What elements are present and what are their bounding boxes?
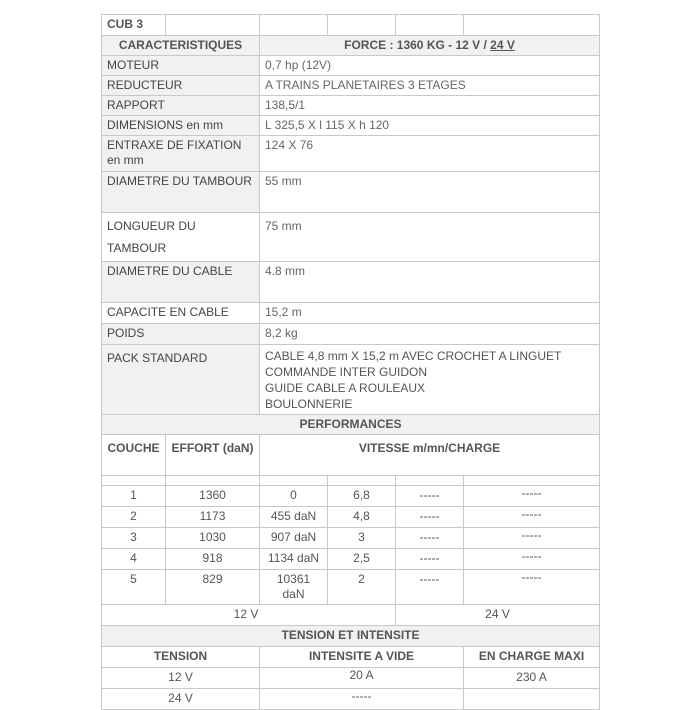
tension-cell: 12 V: [102, 668, 260, 689]
charge-maxi-cell: [464, 689, 600, 710]
spec-row: [102, 303, 600, 324]
intensite-vide-cell: 20 A: [260, 668, 464, 689]
spec-value: L 325,5 X l 115 X h 120: [260, 116, 600, 136]
couche-cell: 2: [102, 507, 166, 528]
tension-row: [102, 668, 600, 689]
charge-cell: 0: [260, 486, 328, 507]
col-intensite-vide: INTENSITE A VIDE: [260, 647, 464, 668]
spec-label: POIDS: [102, 324, 260, 345]
performance-row: [102, 486, 600, 507]
vitesse-dash-cell: -----: [464, 549, 600, 570]
spec-label: MOTEUR: [102, 56, 260, 76]
effort-cell: 1173: [166, 507, 260, 528]
spec-label: ENTRAXE DE FIXATION en mm: [102, 136, 260, 172]
spec-value: 4.8 mm: [260, 262, 600, 303]
effort-cell: 1360: [166, 486, 260, 507]
charge-cell: 907 daN: [260, 528, 328, 549]
spec-value: 75 mm: [260, 213, 600, 262]
spec-label: REDUCTEUR: [102, 76, 260, 96]
spec-value: 138,5/1: [260, 96, 600, 116]
couche-cell: 1: [102, 486, 166, 507]
couche-cell: 5: [102, 570, 166, 605]
pack-content: [260, 345, 600, 415]
vitesse-dash-cell: -----: [396, 549, 464, 570]
spec-label: DIAMETRE DU TAMBOUR: [102, 172, 260, 213]
vitesse-dash-cell: -----: [464, 528, 600, 549]
spec-table: [101, 14, 600, 710]
spec-value: 124 X 76: [260, 136, 600, 172]
force-text: FORCE : 1360 KG - 12 V /: [344, 38, 491, 52]
charge-cell: 1134 daN: [260, 549, 328, 570]
vitesse-dash-cell: -----: [396, 528, 464, 549]
spec-row: [102, 172, 600, 213]
tension-heading: TENSION ET INTENSITE: [102, 626, 600, 647]
couche-cell: 4: [102, 549, 166, 570]
col-charge-maxi: EN CHARGE MAXI: [464, 647, 600, 668]
intensite-vide-cell: -----: [260, 689, 464, 710]
vitesse-dash-cell: -----: [396, 486, 464, 507]
spec-row: [102, 324, 600, 345]
spec-row: [102, 136, 600, 172]
pack-line: GUIDE CABLE A ROULEAUX: [265, 381, 426, 395]
spec-row: [102, 213, 600, 262]
caracteristiques-header-row: [102, 36, 600, 56]
performance-row: [102, 507, 600, 528]
vitesse-cell: 4,8: [328, 507, 396, 528]
spec-row: [102, 116, 600, 136]
performances-spacer-row: [102, 476, 600, 486]
spec-label: DIMENSIONS en mm: [102, 116, 260, 136]
performance-row: [102, 549, 600, 570]
spec-label: DIAMETRE DU CABLE: [102, 262, 260, 303]
force-24v: 24 V: [490, 38, 515, 52]
spec-value: 8,2 kg: [260, 324, 600, 345]
spec-row: [102, 56, 600, 76]
tension-header-row: [102, 626, 600, 647]
pack-line: BOULONNERIE: [265, 397, 353, 411]
spec-row: [102, 76, 600, 96]
voltage-footer-row: [102, 605, 600, 626]
force-heading: [260, 36, 600, 56]
vitesse-dash-cell: -----: [464, 507, 600, 528]
spec-value: 15,2 m: [260, 303, 600, 324]
spec-label: LONGUEUR DU TAMBOUR: [102, 213, 260, 262]
col-effort: EFFORT (daN): [166, 435, 260, 476]
vitesse-cell: 6,8: [328, 486, 396, 507]
tension-columns-row: [102, 647, 600, 668]
spec-value: 55 mm: [260, 172, 600, 213]
pack-line: CABLE 4,8 mm X 15,2 m AVEC CROCHET A LINGUET: [265, 349, 562, 363]
col-couche: COUCHE: [102, 435, 166, 476]
tension-row: [102, 689, 600, 710]
product-title: CUB 3: [102, 15, 166, 36]
performances-columns-row: [102, 435, 600, 476]
performances-header-row: [102, 415, 600, 435]
vitesse-cell: 3: [328, 528, 396, 549]
spec-value: 0,7 hp (12V): [260, 56, 600, 76]
vitesse-cell: 2: [328, 570, 396, 605]
spec-row: [102, 96, 600, 116]
charge-cell: 10361 daN: [260, 570, 328, 605]
footer-24v: 24 V: [396, 605, 600, 626]
caracteristiques-heading: CARACTERISTIQUES: [102, 36, 260, 56]
pack-label: PACK STANDARD: [102, 345, 260, 415]
performance-row: [102, 528, 600, 549]
charge-cell: 455 daN: [260, 507, 328, 528]
vitesse-dash-cell: -----: [396, 570, 464, 605]
vitesse-dash-cell: -----: [464, 570, 600, 605]
spec-value: A TRAINS PLANETAIRES 3 ETAGES: [260, 76, 600, 96]
title-row: [102, 15, 600, 36]
effort-cell: 829: [166, 570, 260, 605]
charge-maxi-cell: 230 A: [464, 668, 600, 689]
performance-row: [102, 570, 600, 605]
couche-cell: 3: [102, 528, 166, 549]
spec-label: CAPACITE EN CABLE: [102, 303, 260, 324]
pack-line: COMMANDE INTER GUIDON: [265, 365, 427, 379]
performances-heading: PERFORMANCES: [102, 415, 600, 435]
tension-cell: 24 V: [102, 689, 260, 710]
pack-row: [102, 345, 600, 415]
col-tension: TENSION: [102, 647, 260, 668]
spec-sheet: [101, 14, 599, 710]
effort-cell: 1030: [166, 528, 260, 549]
effort-cell: 918: [166, 549, 260, 570]
footer-12v: 12 V: [102, 605, 396, 626]
vitesse-dash-cell: -----: [464, 486, 600, 507]
col-vitesse: VITESSE m/mn/CHARGE: [260, 435, 600, 476]
spec-row: [102, 262, 600, 303]
vitesse-dash-cell: -----: [396, 507, 464, 528]
vitesse-cell: 2,5: [328, 549, 396, 570]
spec-label: RAPPORT: [102, 96, 260, 116]
